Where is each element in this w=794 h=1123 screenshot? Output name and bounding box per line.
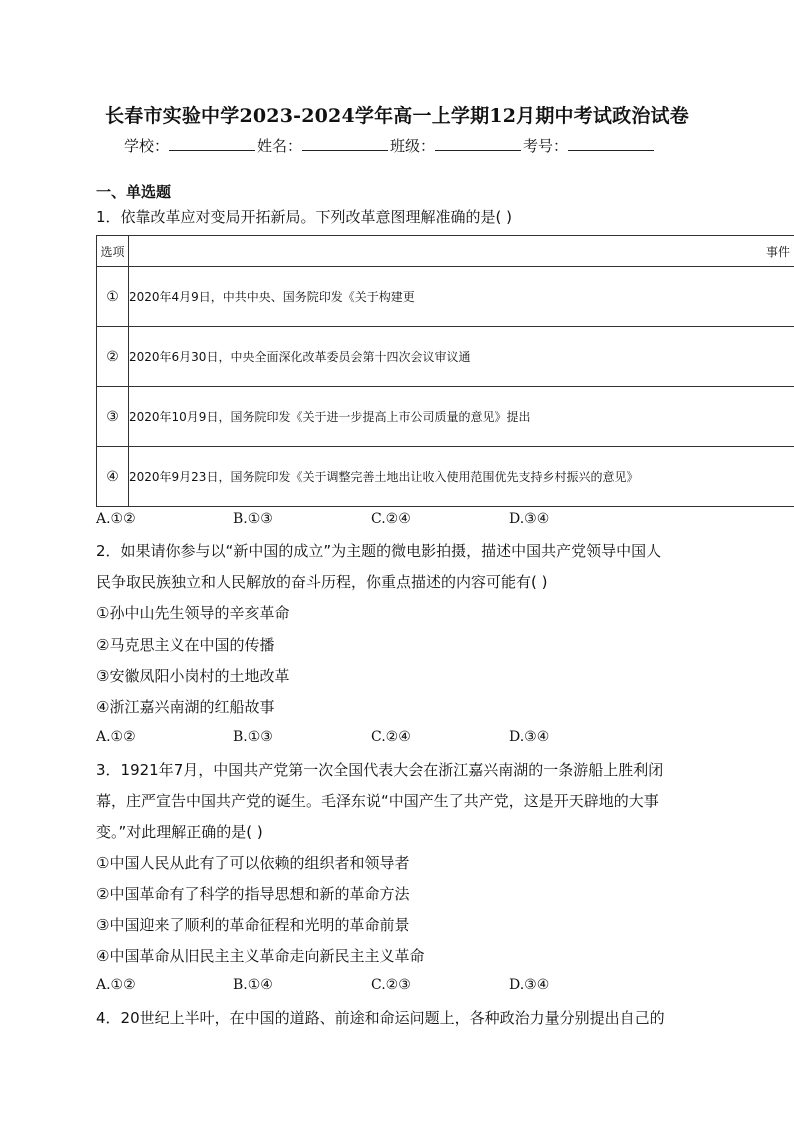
exam-no-label: 考号： <box>523 137 569 155</box>
q3-item: ③中国迎来了顺利的革命征程和光明的革命前景 <box>96 916 410 934</box>
row-event: 2020年6月30日，中央全面深化改革委员会第十四次会议审议通 <box>129 327 794 387</box>
header-option: 选项 <box>97 236 129 267</box>
q2-stem-line-2: 民争取民族独立和人民解放的奋斗历程，你重点描述的内容可能有( ) <box>96 573 548 591</box>
school-blank <box>169 136 255 151</box>
q1-options <box>96 511 656 531</box>
q1-stem: 1．依靠改革应对变局开拓新局。下列改革意图理解准确的是( ) <box>96 208 513 226</box>
option-d: D.③④ <box>509 977 550 993</box>
exam-title: 长春市实验中学2023-2024学年高一上学期12月期中考试政治试卷 <box>105 105 689 127</box>
q3-stem-line-1: 3．1921年7月，中国共产党第一次全国代表大会在浙江嘉兴南湖的一条游船上胜利闭 <box>96 761 664 779</box>
row-number: ① <box>97 267 129 327</box>
q3-item: ①中国人民从此有了可以依赖的组织者和领导者 <box>96 854 410 872</box>
option-b: B.①③ <box>233 729 273 745</box>
row-event: 2020年4月9日，中共中央、国务院印发《关于构建更 <box>129 267 794 327</box>
option-a: A.①② <box>96 977 136 993</box>
q3-item: ②中国革命有了科学的指导思想和新的革命方法 <box>96 885 410 903</box>
q2-item: ①孙中山先生领导的辛亥革命 <box>96 604 290 622</box>
table-row <box>97 267 794 327</box>
q2-options <box>96 729 656 749</box>
q1-events-table <box>96 235 794 507</box>
name-blank <box>302 136 388 151</box>
option-c: C.②④ <box>371 729 411 745</box>
row-number: ④ <box>97 447 129 507</box>
row-number: ② <box>97 327 129 387</box>
table-row <box>97 387 794 447</box>
class-label: 班级： <box>390 137 436 155</box>
option-a: A.①② <box>96 511 136 527</box>
table-row <box>97 447 794 507</box>
q2-item: ④浙江嘉兴南湖的红船故事 <box>96 698 275 716</box>
exam-no-blank <box>568 136 654 151</box>
option-a: A.①② <box>96 729 136 745</box>
school-label: 学校： <box>124 137 170 155</box>
q3-options <box>96 977 656 997</box>
q3-stem-line-3: 变。”对此理解正确的是( ) <box>96 823 263 841</box>
name-label: 姓名： <box>257 137 303 155</box>
option-b: B.①④ <box>233 977 273 993</box>
q3-stem-line-2: 幕，庄严宣告中国共产党的诞生。毛泽东说“中国产生了共产党，这是开天辟地的大事 <box>96 792 659 810</box>
section-heading: 一、单选题 <box>96 183 172 201</box>
row-number: ③ <box>97 387 129 447</box>
class-blank <box>435 136 521 151</box>
row-event: 2020年9月23日，国务院印发《关于调整完善土地出让收入使用范围优先支持乡村振兴的意见》 <box>129 447 794 507</box>
table-header-row <box>97 236 794 267</box>
q4-stem-line-1: 4．20世纪上半叶，在中国的道路、前途和命运问题上，各种政治力量分别提出自己的 <box>96 1009 665 1027</box>
q2-item: ③安徽凤阳小岗村的土地改革 <box>96 667 290 685</box>
option-c: C.②④ <box>371 511 411 527</box>
table-row <box>97 327 794 387</box>
option-d: D.③④ <box>509 729 550 745</box>
option-d: D.③④ <box>509 511 550 527</box>
row-event: 2020年10月9日，国务院印发《关于进一步提高上市公司质量的意见》提出 <box>129 387 794 447</box>
q2-stem-line-1: 2．如果请你参与以“新中国的成立”为主题的微电影拍摄，描述中国共产党领导中国人 <box>96 542 662 560</box>
q2-item: ②马克思主义在中国的传播 <box>96 636 275 654</box>
header-event: 事件 <box>129 236 794 267</box>
option-b: B.①③ <box>233 511 273 527</box>
student-info-line <box>124 135 656 156</box>
option-c: C.②③ <box>371 977 411 993</box>
q3-item: ④中国革命从旧民主主义革命走向新民主主义革命 <box>96 947 425 965</box>
